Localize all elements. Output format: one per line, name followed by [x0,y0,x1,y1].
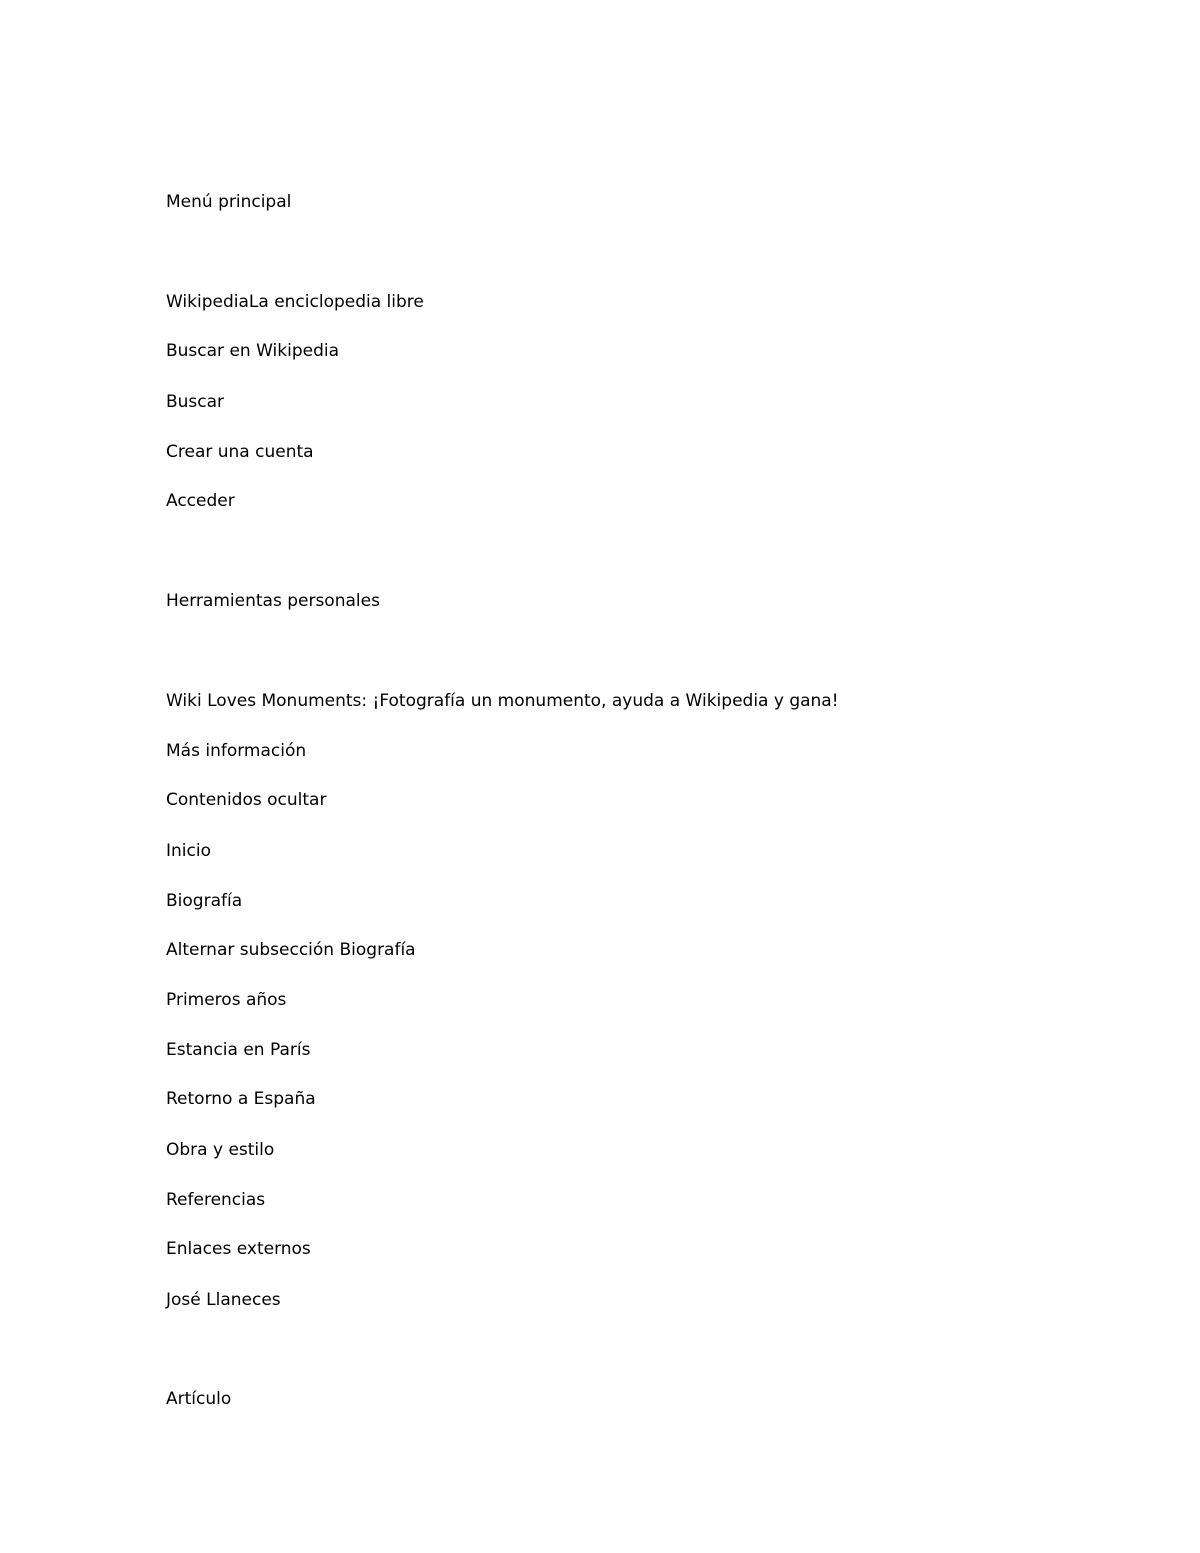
search-placeholder-text: Buscar en Wikipedia [166,341,339,361]
main-menu-text: Menú principal [166,192,292,212]
toc-item-inicio: Inicio [166,841,211,861]
site-name-text: WikipediaLa enciclopedia libre [166,292,424,312]
toc-item-primeros-anos: Primeros años [166,990,287,1010]
toc-toggle-biografia-text: Alternar subsección Biografía [166,940,416,960]
more-info-text: Más información [166,741,307,761]
create-account-text: Crear una cuenta [166,442,314,462]
banner-text: Wiki Loves Monuments: ¡Fotografía un monumento, ayuda a Wikipedia y gana! [166,691,839,711]
login-text: Acceder [166,491,235,511]
toc-item-referencias: Referencias [166,1190,266,1210]
toc-item-biografia: Biografía [166,891,243,911]
article-tab-text: Artículo [166,1389,232,1409]
toc-item-enlaces-externos: Enlaces externos [166,1239,311,1259]
article-title-text: José Llaneces [166,1290,281,1310]
personal-tools-text: Herramientas personales [166,591,380,611]
toc-item-retorno-espana: Retorno a España [166,1089,316,1109]
toc-item-estancia-paris: Estancia en París [166,1040,311,1060]
toc-item-obra-estilo: Obra y estilo [166,1140,275,1160]
search-text: Buscar [166,392,225,412]
contents-heading-text: Contenidos ocultar [166,790,327,810]
